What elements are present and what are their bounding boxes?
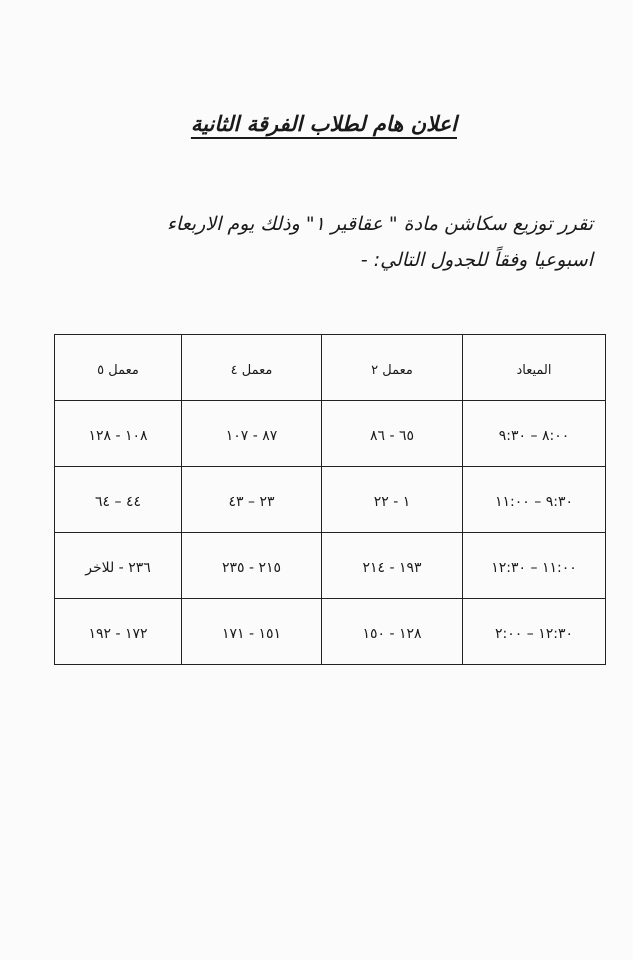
- header-lab-5: معمل ٥: [55, 335, 182, 401]
- cell-time: ١١:٠٠ – ١٢:٣٠: [463, 533, 606, 599]
- table-row: [55, 467, 606, 533]
- header-lab-2: معمل ٢: [322, 335, 463, 401]
- cell-lab-5: ٤٤ – ٦٤: [55, 467, 182, 533]
- cell-lab-2: ٦٥ - ٨٦: [322, 401, 463, 467]
- cell-lab-5: ١٧٢ - ١٩٢: [55, 599, 182, 665]
- cell-lab-5: ٢٣٦ - للاخر: [55, 533, 182, 599]
- cell-lab-4: ٨٧ - ١٠٧: [182, 401, 322, 467]
- table-row: [55, 401, 606, 467]
- cell-lab-4: ٢٣ – ٤٣: [182, 467, 322, 533]
- table-header-row: [55, 335, 606, 401]
- header-lab-4: معمل ٤: [182, 335, 322, 401]
- body-line-1: تقرر توزيع سكاشن مادة " عقاقير ١" وذلك يوم الاربعاء: [166, 213, 593, 235]
- cell-time: ١٢:٣٠ – ٢:٠٠: [463, 599, 606, 665]
- cell-time: ٩:٣٠ – ١١:٠٠: [463, 467, 606, 533]
- cell-lab-2: ١٢٨ - ١٥٠: [322, 599, 463, 665]
- cell-lab-4: ١٥١ - ١٧١: [182, 599, 322, 665]
- body-line-2: اسبوعيا وفقاً للجدول التالي: -: [360, 249, 593, 271]
- cell-time: ٨:٠٠ – ٩:٣٠: [463, 401, 606, 467]
- cell-lab-4: ٢١٥ - ٢٣٥: [182, 533, 322, 599]
- cell-lab-2: ١ - ٢٢: [322, 467, 463, 533]
- table-row: [55, 533, 606, 599]
- cell-lab-2: ١٩٣ - ٢١٤: [322, 533, 463, 599]
- header-time: الميعاد: [463, 335, 606, 401]
- table-row: [55, 599, 606, 665]
- announcement-body: [113, 206, 593, 278]
- announcement-title: اعلان هام لطلاب الفرقة الثانية: [190, 112, 457, 136]
- schedule-table: [54, 334, 606, 665]
- cell-lab-5: ١٠٨ - ١٢٨: [55, 401, 182, 467]
